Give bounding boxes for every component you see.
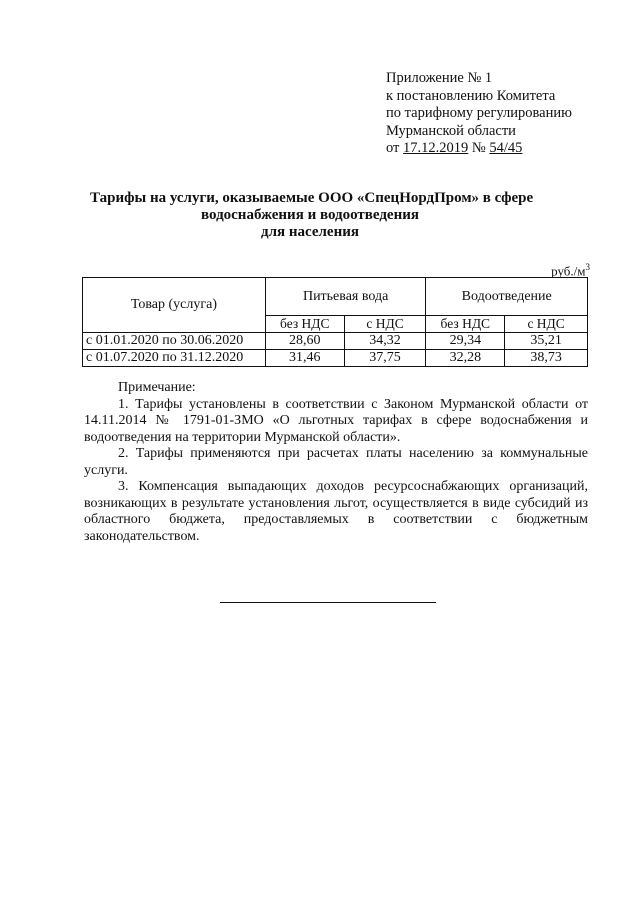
appendix-line-1: Приложение № 1	[386, 70, 493, 86]
document-title	[90, 190, 534, 241]
cell-water-no-vat: 31,46	[265, 350, 344, 367]
cell-water-vat: 37,75	[344, 350, 426, 367]
appendix-line-2: к постановлению Комитета	[386, 87, 556, 104]
header-service: Товар (услуга)	[83, 278, 266, 333]
title-line-1: Тарифы на услуги, оказываемые ООО «СпецНордПром» в сфере	[90, 190, 534, 206]
cell-water-vat: 34,32	[344, 333, 426, 350]
subheader-drain-vat: с НДС	[505, 316, 588, 333]
note-item-2: 2. Тарифы применяются при расчетах платы населению за коммунальные услуги.	[84, 446, 588, 478]
subheader-water-vat: с НДС	[344, 316, 426, 333]
cell-drain-no-vat: 32,28	[426, 350, 505, 367]
cell-water-no-vat: 28,60	[265, 333, 344, 350]
note-item-1: 1. Тарифы установлены в соответствии с Законом Мурманской области от 14.11.2014 № 1791-01-ЗМО «О льготных тарифах в сфере водоснабжения и водоотведения на территории Мурманской области».	[84, 396, 588, 445]
separator-line	[220, 602, 436, 603]
title-line-2: водоснабжения и водоотведения	[201, 207, 419, 223]
units-superscript: 3	[585, 262, 590, 272]
header-wastewater: Водоотведение	[426, 278, 588, 316]
units-base: руб./м	[551, 263, 586, 279]
notes-section	[84, 380, 588, 545]
appendix-date-line	[386, 140, 616, 158]
table-header-row	[83, 278, 588, 316]
appendix-line-3: по тарифному регулированию	[386, 105, 572, 121]
subheader-water-no-vat: без НДС	[265, 316, 344, 333]
appendix-block	[386, 70, 616, 158]
resolution-date: 17.12.2019	[403, 140, 469, 156]
note-item-3: 3. Компенсация выпадающих доходов ресурсоснабжающих организаций, возникающих в результате установления льгот, осуществляется в виде субсидий из областного бюджета, предоставляемых в соответствии с бюджетным законодательством.	[84, 479, 588, 544]
table-row	[83, 350, 588, 367]
cell-drain-vat: 38,73	[505, 350, 588, 367]
row-period: с 01.01.2020 по 30.06.2020	[83, 333, 266, 350]
date-prefix: от	[386, 140, 404, 156]
subheader-drain-no-vat: без НДС	[426, 316, 505, 333]
resolution-number: 54/45	[489, 140, 523, 156]
appendix-line-4: Мурманской области	[386, 122, 516, 139]
tariff-table	[82, 277, 588, 367]
row-period: с 01.07.2020 по 31.12.2020	[83, 350, 266, 367]
cell-drain-vat: 35,21	[505, 333, 588, 350]
table-row	[83, 333, 588, 350]
notes-label: Примечание:	[118, 380, 196, 395]
number-prefix: №	[471, 140, 490, 156]
title-line-3: для населения	[261, 224, 359, 240]
cell-drain-no-vat: 29,34	[426, 333, 505, 350]
header-drinking-water: Питьевая вода	[265, 278, 426, 316]
